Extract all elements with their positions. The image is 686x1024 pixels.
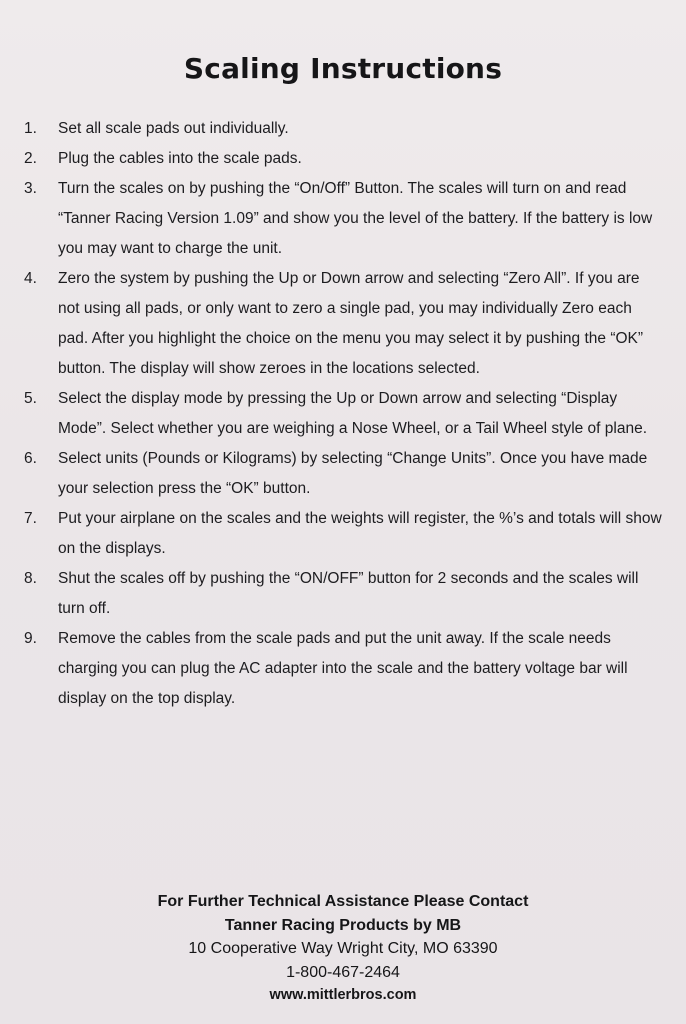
instruction-step-5 [24, 384, 664, 444]
instruction-list [24, 114, 664, 714]
contact-heading: For Further Technical Assistance Please Contact [157, 893, 529, 910]
page-title: Scaling Instructions [183, 52, 503, 85]
step-number: 1. [24, 120, 37, 137]
step-number: 9. [24, 630, 37, 647]
step-number: 5. [24, 390, 37, 407]
step-text: Remove the cables from the scale pads and put the unit away. If the scale needs charging you can plug the AC adapter into the scale and the battery voltage bar will display on the top display. [58, 630, 628, 707]
instruction-step-6 [24, 444, 664, 504]
instruction-step-4 [24, 264, 664, 384]
contact-block [0, 890, 686, 1008]
step-number: 2. [24, 150, 37, 167]
instruction-step-9 [24, 624, 664, 714]
instruction-step-2 [24, 144, 664, 174]
instruction-step-3 [24, 174, 664, 264]
step-text: Put your airplane on the scales and the weights will register, the %’s and totals will show on the displays. [58, 510, 662, 557]
step-text: Shut the scales off by pushing the “ON/OFF” button for 2 seconds and the scales will turn off. [58, 570, 639, 617]
instruction-step-7 [24, 504, 664, 564]
instruction-step-8 [24, 564, 664, 624]
step-number: 8. [24, 570, 37, 587]
step-text: Set all scale pads out individually. [58, 120, 289, 137]
instruction-step-1 [24, 114, 664, 144]
step-text: Zero the system by pushing the Up or Down arrow and selecting “Zero All”. If you are not using all pads, or only want to zero a single pad, you may individually Zero each pad. After you highlight the choice on the menu you may select it by pushing the “OK” button. The display will show zeroes in the locations selected. [58, 270, 644, 377]
step-text: Plug the cables into the scale pads. [58, 150, 302, 167]
step-number: 6. [24, 450, 37, 467]
company-website: www.mittlerbros.com [269, 987, 417, 1003]
step-text: Turn the scales on by pushing the “On/Off” Button. The scales will turn on and read “Tanner Racing Version 1.09” and show you the level of the battery. If the battery is low you may want to charge the unit. [58, 180, 653, 257]
company-address: 10 Cooperative Way Wright City, MO 63390 [188, 940, 498, 957]
step-text: Select units (Pounds or Kilograms) by selecting “Change Units”. Once you have made your selection press the “OK” button. [58, 450, 648, 497]
step-number: 3. [24, 180, 37, 197]
step-number: 7. [24, 510, 37, 527]
step-text: Select the display mode by pressing the Up or Down arrow and selecting “Display Mode”. Select whether you are weighing a Nose Wheel, or a Tail Wheel style of plane. [58, 390, 648, 437]
company-name: Tanner Racing Products by MB [224, 916, 462, 934]
step-number: 4. [24, 270, 37, 287]
company-phone: 1-800-467-2464 [286, 963, 400, 981]
